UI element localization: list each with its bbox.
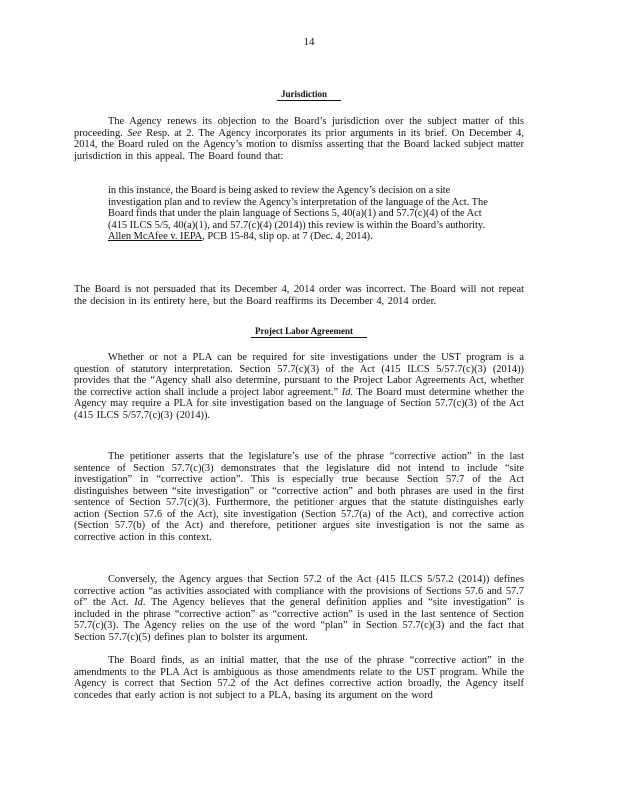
page-number: 14 — [303, 36, 315, 48]
pla-heading — [0, 326, 618, 336]
pla-p3-text-b: . The Agency believes that the general definition applies and “site investigation” is included in the phrase “corrective action” as “corrective action” is used in the last sentence of Section 57.7(c)(3). The Agency relies on the use of the word “plan” in Section 57.7(c)(3) and the fact that Section 57.7(c)(5) defines plan to bolster its argument. — [74, 597, 525, 643]
pla-paragraph-2: The petitioner asserts that the legislature’s use of the phrase “corrective action” in the last sentence of Section 57.7(c)(3) demonstrates that the legislature did not intend to include “site investigation” in “corrective action”. This is especially true because Section 57.7 of the Act distinguishes between “site investigation” or “corrective action” and both phrases are used in the first sentence of Section 57.7(c)(3). Furthermore, the petitioner argues that the statute distinguishes early action (Section 57.6 of the Act), site investigation (Section 57.7(a) of the Act), and corrective action (Section 57.7(b) of the Act) and therefore, petitioner argues site investigation is not the same as corrective action in this context. — [74, 451, 524, 543]
pla-p3-text-a: Conversely, the Agency argues that Section 57.2 of the Act (415 ILCS 5/57.2 (2014)) defines corrective action “as activities associated with compliance with the provisions of Sections 57.6 and 57.7 of” the Act. — [74, 574, 524, 608]
jurisdiction-p1-text-a: The Agency renews its objection to the Board’s jurisdiction over the subject matter of this proceeding. — [74, 116, 524, 139]
pla-paragraph-3 — [74, 574, 524, 643]
block-quote-text: in this instance, the Board is being asked to review the Agency’s decision on a site investigation plan and to review the Agency’s interpretation of the language of the Act. The Board finds that under the plain language of Sections 5, 40(a)(1) and 57.7(c)(4) of the Act (415 ILCS 5/5, 40(a)(1), and 57.7(c)(4) (2014)) this review is within the Board’s authority. — [108, 185, 488, 231]
id-signal: Id — [341, 386, 351, 398]
jurisdiction-heading-text: Jurisdiction — [277, 89, 341, 101]
jurisdiction-paragraph-1 — [74, 116, 524, 162]
id-signal-2: Id — [134, 597, 143, 608]
pla-heading-text: Project Labor Agreement — [251, 326, 367, 338]
jurisdiction-paragraph-2: The Board is not persuaded that its December 4, 2014 order was incorrect. The Board will not repeat the decision in its entirety here, but the Board reaffirms its December 4, 2014 order. — [74, 284, 524, 307]
block-quote-citation: , PCB 15-84, slip op. at 7 (Dec. 4, 2014). — [202, 231, 373, 242]
pla-paragraph-1 — [74, 352, 524, 421]
pla-p1-text-b: . The Board must determine whether the Agency may require a PLA for site investigation based on the language of Section 57.7(c)(3) of the Act (415 ILCS 5/57.7(c)(3) (2014)). — [74, 386, 524, 421]
pla-paragraph-4: The Board finds, as an initial matter, that the use of the phrase “corrective action” in the amendments to the PLA Act is ambiguous as those amendments relate to the UST program. While the Agency is correct that Section 57.2 of the Act defines corrective action broadly, the Agency itself concedes that early action is not subject to a PLA, basing its argument on the word — [74, 655, 524, 701]
jurisdiction-p1-text-b: Resp. at 2. The Agency incorporates its prior arguments in its brief. On December 4, 2014, the Board ruled on the Agency’s motion to dismiss asserting that the Board lacked subject matter jurisdiction in this appeal. The Board found that: — [74, 127, 524, 162]
jurisdiction-heading — [0, 89, 618, 99]
pla-p1-text-a: Whether or not a PLA can be required for site investigations under the UST program is a question of statutory interpretation. Section 57.7(c)(3) of the Act (415 ILCS 5/57.7(c)(3) (2014)) provides that the “Agency shall also determine, pursuant to the Project Labor Agreements Act, whether the corrective action shall include a project labor agreement.” — [74, 352, 524, 398]
see-signal: See — [127, 127, 142, 139]
case-citation: Allen McAfee v. IEPA — [108, 231, 203, 242]
block-quote — [108, 185, 496, 243]
